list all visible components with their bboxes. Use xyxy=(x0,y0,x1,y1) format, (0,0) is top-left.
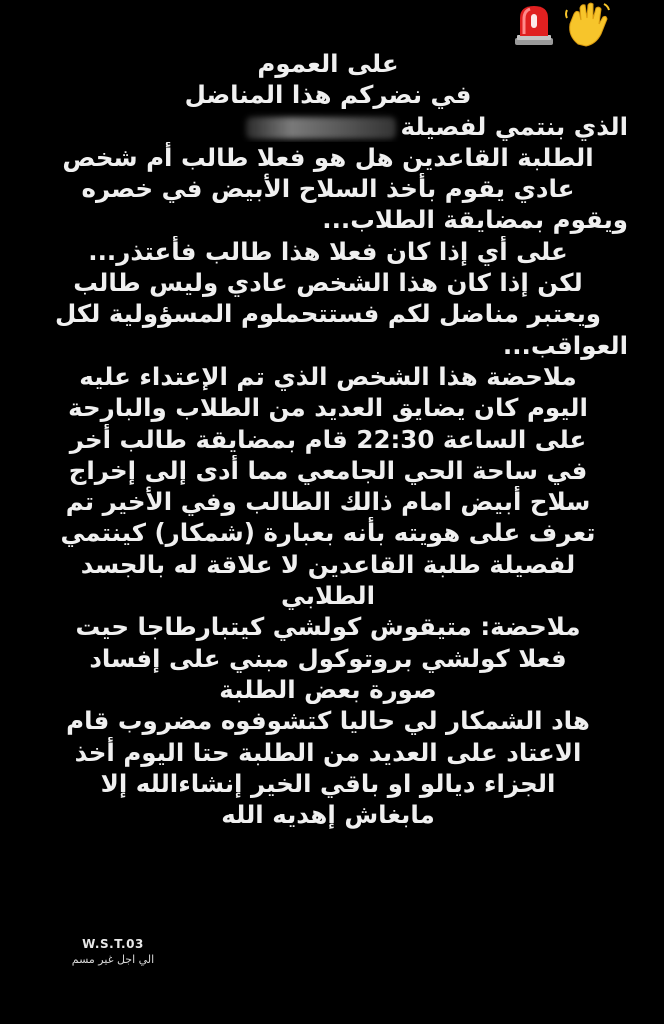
message-line: على أي إذا كان فعلا هذا طالب فأعتذر... xyxy=(88,236,568,266)
message-line xyxy=(28,111,628,142)
message-line: اليوم كان يضايق العديد من الطلاب والبارحة xyxy=(68,393,588,423)
message-line: مابغاش إهديه الله xyxy=(221,800,435,830)
message-line: الجزاء ديالو او باقي الخير إنشاءالله إلا xyxy=(100,768,556,798)
message-line: لكن إذا كان هذا الشخص عادي وليس طالب xyxy=(73,268,583,298)
message-line: الطلبة القاعدين هل هو فعلا طالب أم شخص xyxy=(62,142,594,172)
message-line: الطلابي xyxy=(280,581,376,611)
message-line: في ساحة الحي الجامعي مما أدى إلى إخراج xyxy=(68,455,588,485)
watermark xyxy=(58,936,168,968)
message-line: ملاحضة: متيقوش كولشي كيتبارطاجا حيت xyxy=(75,612,581,642)
message-line: لفصيلة طلبة القاعدين لا علاقة له بالجسد xyxy=(80,549,576,579)
message-line: فعلا كولشي بروتوكول مبني على إفساد xyxy=(89,643,567,673)
message-line: ويقوم بمضايقة الطلاب... xyxy=(322,205,628,235)
sticker-group xyxy=(514,0,634,48)
message-line: العواقب... xyxy=(502,330,628,360)
message-line: على الساعة 22:30 قام بمضايقة طالب أخر xyxy=(69,424,587,454)
siren-icon xyxy=(514,2,554,46)
message-line: صورة بعض الطلبة xyxy=(219,674,437,704)
message-line: ويعتبر مناضل لكم فستتحملوم المسؤولية لكل xyxy=(54,299,601,329)
message-line: سلاح أبيض امام ذالك الطالب وفي الأخير تم xyxy=(65,487,591,517)
waving-hand-icon xyxy=(564,0,612,48)
message-line-text: الذي بنتمي لفصيلة xyxy=(400,111,628,141)
blurred-name-redaction xyxy=(246,117,396,139)
message-line: هاد الشمكار لي حاليا كتشوفوه مضروب قام xyxy=(66,706,590,736)
message-line: عادي يقوم بأخذ السلاح الأبيض في خصره xyxy=(81,174,575,204)
message-line: في نضركم هذا المناضل xyxy=(184,80,472,110)
story-message xyxy=(28,48,628,830)
watermark-subtitle: الي اجل غير مسم xyxy=(71,953,155,966)
message-line: ملاحضة هذا الشخص الذي تم الإعتداء عليه xyxy=(79,361,577,391)
message-line: على العموم xyxy=(257,49,399,78)
message-line: الاعتاد على العديد من الطلبة حتا اليوم أخذ xyxy=(74,737,582,767)
watermark-title: W.S.T.03 xyxy=(82,937,144,951)
message-line: تعرف على هويته بأنه بعبارة (شمكار) كينتمي xyxy=(60,518,596,548)
